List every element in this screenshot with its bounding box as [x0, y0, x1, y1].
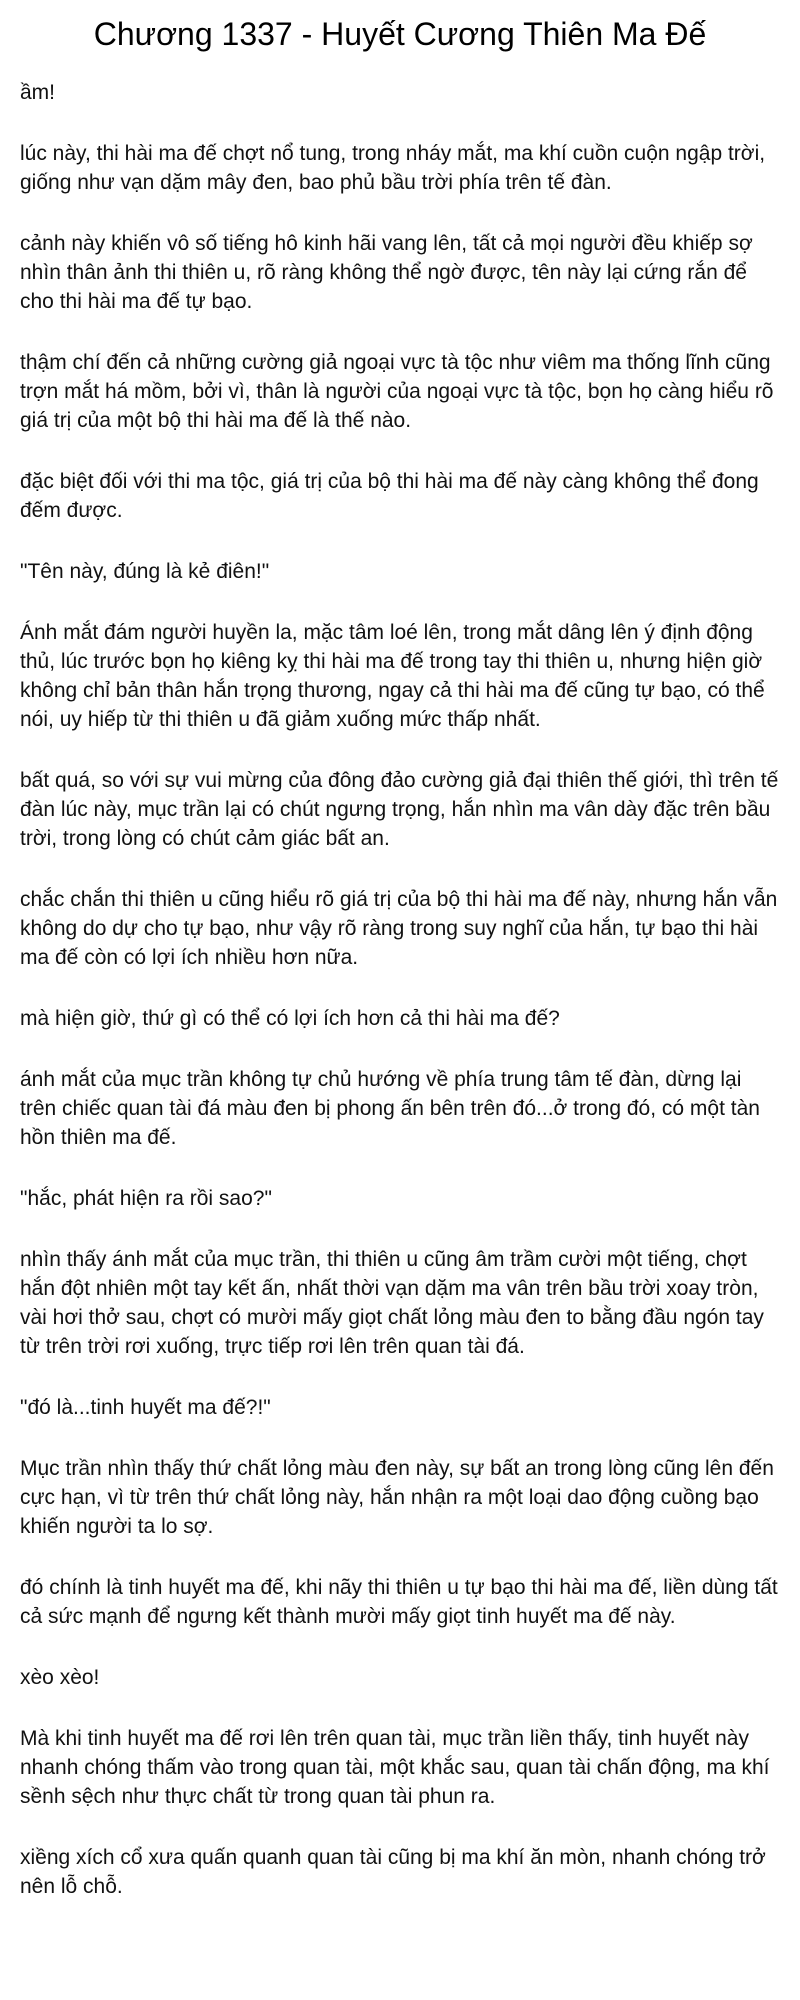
paragraph: bất quá, so với sự vui mừng của đông đảo cường giả đại thiên thế giới, thì trên tế đàn lúc này, mục trần lại có chút ngưng trọng, hắn nhìn ma vân dày đặc trên bầu trời, trong lòng có chút cảm giác bất an. — [20, 769, 779, 850]
paragraph: thậm chí đến cả những cường giả ngoại vực tà tộc như viêm ma thống lĩnh cũng trợn mắt há mồm, bởi vì, thân là người của ngoại vực tà tộc, bọn họ càng hiểu rõ giá trị của một bộ thi hài ma đế là thế nào. — [20, 351, 774, 432]
paragraph: đó chính là tinh huyết ma đế, khi nãy thi thiên u tự bạo thi hài ma đế, liền dùng tất cả sức mạnh để ngưng kết thành mười mấy giọt tinh huyết ma đế này. — [20, 1576, 778, 1628]
chapter-title: Chương 1337 - Huyết Cương Thiên Ma Đế — [93, 16, 707, 52]
paragraph: "đó là...tinh huyết ma đế?!" — [20, 1396, 271, 1419]
paragraph: mà hiện giờ, thứ gì có thể có lợi ích hơn cả thi hài ma đế? — [20, 1007, 560, 1030]
paragraph: đặc biệt đối với thi ma tộc, giá trị của bộ thi hài ma đế này càng không thể đong đếm được. — [20, 470, 759, 522]
paragraph: ánh mắt của mục trần không tự chủ hướng về phía trung tâm tế đàn, dừng lại trên chiếc quan tài đá màu đen bị phong ấn bên trên đó...ở trong đó, có một tàn hồn thiên ma đế. — [20, 1068, 760, 1149]
paragraph: ầm! — [20, 81, 56, 104]
paragraph: "hắc, phát hiện ra rồi sao?" — [20, 1187, 272, 1210]
paragraph: nhìn thấy ánh mắt của mục trần, thi thiên u cũng âm trầm cười một tiếng, chợt hắn đột nhiên một tay kết ấn, nhất thời vạn dặm ma vân trên bầu trời xoay tròn, vài hơi thở sau, chợt có mười mấy giọt chất lỏng màu đen to bằng đầu ngón tay từ trên trời rơi xuống, trực tiếp rơi lên trên quan tài đá. — [20, 1248, 764, 1358]
paragraph: xiềng xích cổ xưa quấn quanh quan tài cũng bị ma khí ăn mòn, nhanh chóng trở nên lỗ chỗ. — [20, 1846, 766, 1898]
paragraph: cảnh này khiến vô số tiếng hô kinh hãi vang lên, tất cả mọi người đều khiếp sợ nhìn thân ảnh thi thiên u, rõ ràng không thể ngờ được, tên này lại cứng rắn để cho thi hài ma đế tự bạo. — [20, 232, 753, 313]
paragraph: Mà khi tinh huyết ma đế rơi lên trên quan tài, mục trần liền thấy, tinh huyết này nhanh chóng thấm vào trong quan tài, một khắc sau, quan tài chấn động, ma khí sềnh sệch như thực chất từ trong quan tài phun ra. — [20, 1727, 770, 1808]
paragraph: chắc chắn thi thiên u cũng hiểu rõ giá trị của bộ thi hài ma đế này, nhưng hắn vẫn không do dự cho tự bạo, như vậy rõ ràng trong suy nghĩ của hắn, tự bạo thi hài ma đế còn có lợi ích nhiều hơn nữa. — [20, 888, 778, 969]
paragraph: Mục trần nhìn thấy thứ chất lỏng màu đen này, sự bất an trong lòng cũng lên đến cực hạn, vì từ trên thứ chất lỏng này, hắn nhận ra một loại dao động cuồng bạo khiến người ta lo sợ. — [20, 1457, 774, 1538]
paragraph: Ánh mắt đám người huyền la, mặc tâm loé lên, trong mắt dâng lên ý định động thủ, lúc trước bọn họ kiêng kỵ thi hài ma đế trong tay thi thiên u, nhưng hiện giờ không chỉ bản thân hắn trọng thương, ngay cả thi hài ma đế cũng tự bạo, có thể nói, uy hiếp từ thi thiên u đã giảm xuống mức thấp nhất. — [20, 621, 765, 731]
paragraph: xèo xèo! — [20, 1666, 100, 1689]
chapter-body — [20, 78, 780, 1901]
paragraph: "Tên này, đúng là kẻ điên!" — [20, 560, 270, 583]
paragraph: lúc này, thi hài ma đế chợt nổ tung, trong nháy mắt, ma khí cuồn cuộn ngập trời, giống như vạn dặm mây đen, bao phủ bầu trời phía trên tế đàn. — [20, 142, 766, 194]
